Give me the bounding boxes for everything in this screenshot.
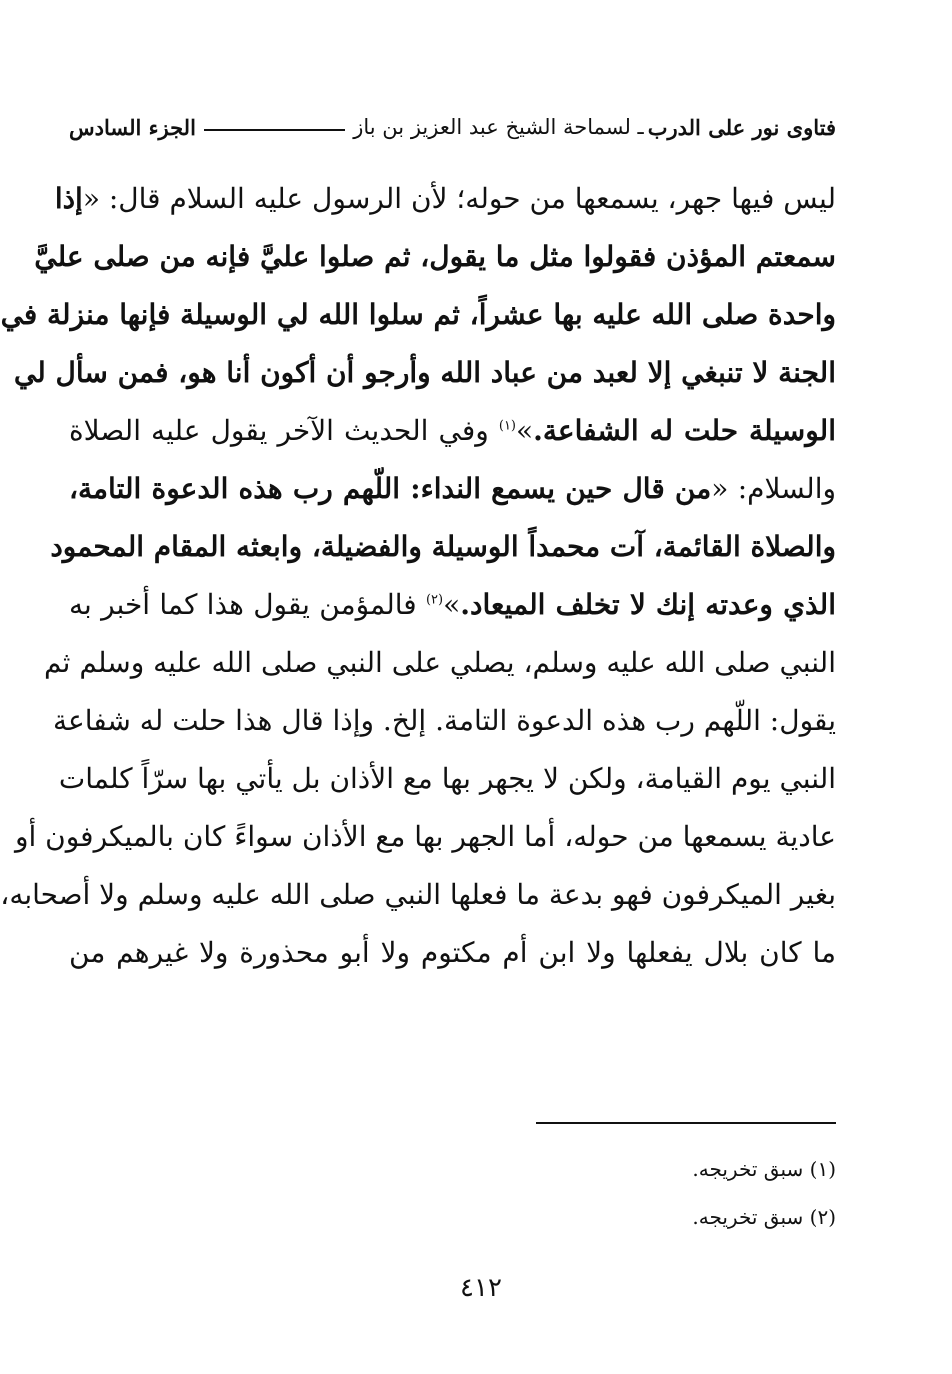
text-segment: » bbox=[516, 414, 534, 447]
hadith-text: والصلاة القائمة، آت محمداً الوسيلة والفضيلة، وابعثه المقام المحمود bbox=[50, 530, 836, 563]
hadith-text: إذا bbox=[54, 182, 83, 215]
text-segment: ما كان بلال يفعلها ولا ابن أم مكتوم ولا أبو محذورة ولا غيرهم من bbox=[69, 936, 836, 969]
text-segment: النبي صلى الله عليه وسلم، يصلي على النبي صلى الله عليه وسلم ثم bbox=[44, 646, 836, 679]
footnotes bbox=[69, 1145, 836, 1241]
footnote-separator bbox=[536, 1122, 836, 1124]
hadith-text: من قال حين يسمع النداء: اللّهم رب هذه الدعوة التامة، bbox=[69, 472, 712, 505]
text-segment: بغير الميكرفون فهو بدعة ما فعلها النبي صلى الله عليه وسلم ولا أصحابه، bbox=[0, 878, 836, 911]
body-text bbox=[0, 170, 836, 982]
text-line bbox=[44, 634, 836, 692]
text-line bbox=[34, 228, 836, 286]
footnote-item: (٢) سبق تخريجه. bbox=[692, 1205, 836, 1229]
page-number: ٤١٢ bbox=[460, 1273, 502, 1303]
text-segment: يقول: اللّهم رب هذه الدعوة التامة. إلخ. وإذا قال هذا حلت له شفاعة bbox=[52, 704, 836, 737]
hadith-text: الوسيلة حلت له الشفاعة. bbox=[533, 414, 836, 447]
text-line bbox=[14, 808, 836, 866]
text-line bbox=[69, 576, 836, 634]
hadith-text: الجنة لا تنبغي إلا لعبد من عباد الله وأرجو أن أكون أنا هو، فمن سأل لي bbox=[13, 356, 836, 389]
text-line bbox=[0, 286, 836, 344]
volume-label: الجزء السادس bbox=[69, 114, 196, 140]
text-line bbox=[69, 924, 836, 982]
book-title: فتاوى نور على الدرب bbox=[647, 114, 836, 140]
text-line bbox=[58, 750, 836, 808]
text-line bbox=[69, 402, 836, 460]
text-line bbox=[52, 692, 836, 750]
header-rule bbox=[204, 129, 345, 131]
text-line bbox=[69, 460, 836, 518]
text-segment: وفي الحديث الآخر يقول عليه الصلاة bbox=[69, 414, 499, 447]
author-name: ـ لسماحة الشيخ عبد العزيز بن باز bbox=[353, 115, 644, 139]
text-segment: عادية يسمعها من حوله، أما الجهر بها مع الأذان سواءً كان بالميكرفون أو bbox=[14, 820, 836, 853]
footnote-marker: (١) bbox=[498, 418, 516, 434]
text-segment: والسلام: « bbox=[711, 472, 836, 505]
text-line bbox=[13, 344, 836, 402]
hadith-text: سمعتم المؤذن فقولوا مثل ما يقول، ثم صلوا عليَّ فإنه من صلى عليَّ bbox=[34, 240, 836, 273]
text-line bbox=[54, 170, 836, 228]
text-segment: » bbox=[443, 588, 461, 621]
hadith-text: الذي وعدته إنك لا تخلف الميعاد. bbox=[460, 588, 836, 621]
text-segment: فالمؤمن يقول هذا كما أخبر به bbox=[69, 588, 426, 621]
hadith-text: واحدة صلى الله عليه بها عشراً، ثم سلوا الله لي الوسيلة فإنها منزلة في bbox=[0, 298, 836, 331]
footnote-marker: (٢) bbox=[425, 592, 444, 608]
text-segment: ليس فيها جهر، يسمعها من حوله؛ لأن الرسول عليه السلام قال: « bbox=[82, 182, 836, 215]
text-line bbox=[0, 866, 836, 924]
running-header bbox=[69, 110, 836, 144]
text-segment: النبي يوم القيامة، ولكن لا يجهر بها مع الأذان بل يأتي بها سرّاً كلمات bbox=[58, 762, 836, 795]
footnote-item: (١) سبق تخريجه. bbox=[692, 1157, 836, 1181]
text-line bbox=[50, 518, 836, 576]
